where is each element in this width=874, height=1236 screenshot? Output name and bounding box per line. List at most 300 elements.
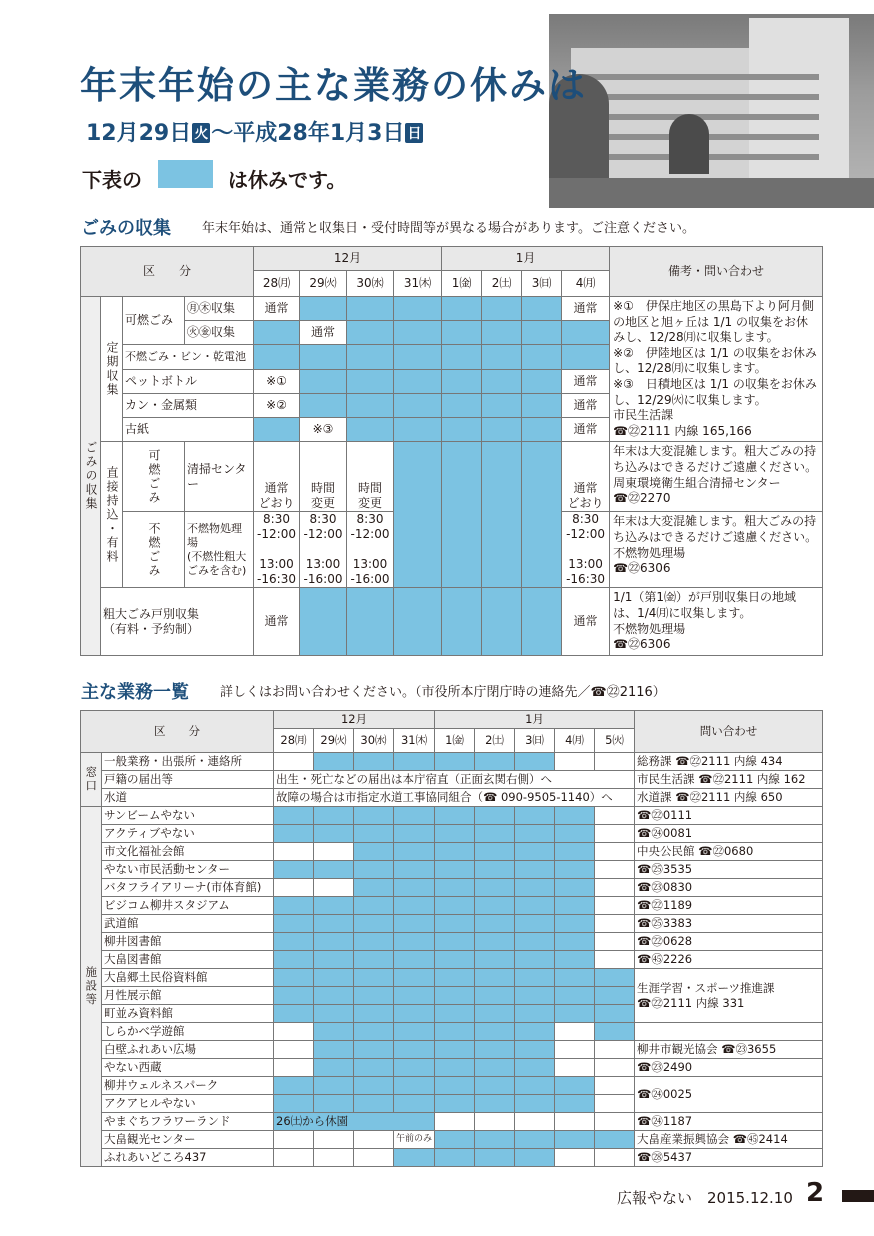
closed-cell — [475, 1005, 515, 1023]
closed-cell — [354, 879, 394, 897]
closed-cell — [394, 1149, 435, 1167]
row-label: バタフライアリーナ(市体育館) — [102, 879, 274, 897]
closed-cell — [555, 1095, 595, 1113]
closed-cell — [435, 897, 475, 915]
open-cell — [595, 1095, 635, 1113]
open-cell — [555, 1059, 595, 1077]
header-month-12: 12月 — [254, 247, 442, 271]
cell-note: ※① — [254, 369, 300, 393]
open-cell — [475, 1113, 515, 1131]
row-label: ふれあいどころ437 — [102, 1149, 274, 1167]
row-label: 大畠図書館 — [102, 951, 274, 969]
closed-cell — [435, 933, 475, 951]
closed-cell — [482, 369, 522, 393]
open-cell — [595, 861, 635, 879]
closed-cell — [274, 825, 314, 843]
closed-cell — [394, 807, 435, 825]
closed-cell — [522, 369, 562, 393]
cell-normal: 通常 — [562, 418, 610, 442]
closed-cell — [435, 879, 475, 897]
closed-cell — [314, 807, 354, 825]
closed-cell — [482, 393, 522, 417]
open-cell — [595, 915, 635, 933]
closed-cell — [435, 807, 475, 825]
closed-cell — [314, 825, 354, 843]
closed-cell — [435, 1041, 475, 1059]
closed-cell — [354, 915, 394, 933]
closed-cell — [515, 807, 555, 825]
open-cell — [274, 1023, 314, 1041]
row-contact: 市民生活課 ☎㉒2111 内線 162 — [635, 771, 823, 789]
open-cell — [314, 1149, 354, 1167]
closed-cell — [347, 588, 394, 655]
closed-cell — [314, 1005, 354, 1023]
closed-cell — [254, 418, 300, 442]
closed-cell — [300, 297, 347, 321]
closed-cell — [394, 369, 442, 393]
closed-cell — [442, 442, 482, 588]
closed-cell — [555, 933, 595, 951]
closed-cell — [274, 951, 314, 969]
closed-cell — [522, 588, 562, 655]
row-label: 大畠観光センター — [102, 1131, 274, 1149]
closed-cell — [475, 843, 515, 861]
row-contact: ☎㉒0628 — [635, 933, 823, 951]
closed-cell — [522, 297, 562, 321]
header-month-1: 1月 — [435, 711, 635, 729]
closed-cell — [475, 987, 515, 1005]
garbage-note: 年末年始は、通常と収集日・受付時間等が異なる場合があります。ご注意ください。 — [202, 221, 695, 236]
closed-cell — [435, 1059, 475, 1077]
open-cell — [274, 1041, 314, 1059]
closed-cell — [515, 1131, 555, 1149]
cell-normal: 通常 どおり — [254, 442, 300, 512]
closed-cell — [354, 987, 394, 1005]
row-contact: ☎㉒0111 — [635, 807, 823, 825]
closed-cell — [555, 843, 595, 861]
closed-cell — [475, 1131, 515, 1149]
row-label: 白壁ふれあい広場 — [102, 1041, 274, 1059]
closed-cell — [562, 321, 610, 345]
row-label: ㊊㊍収集 — [185, 297, 254, 321]
closed-cell — [394, 1059, 435, 1077]
open-cell — [274, 879, 314, 897]
closed-cell — [354, 933, 394, 951]
closed-cell — [394, 1095, 435, 1113]
open-cell — [595, 1149, 635, 1167]
open-cell — [314, 843, 354, 861]
cell-normal: 通常 — [562, 588, 610, 655]
legend-text-before: 下表の — [82, 168, 142, 192]
day-header: 30㈬ — [347, 271, 394, 297]
closed-cell — [300, 369, 347, 393]
row-span-text: 26㈯から休園 — [274, 1113, 435, 1131]
row-label: 不燃ごみ・ビン・乾電池 — [123, 345, 254, 369]
closed-cell — [300, 345, 347, 369]
cell-normal: 通常 — [562, 297, 610, 321]
remarks-teiki: ※① 伊保庄地区の黒島下より阿月側の地区と旭ヶ丘は 1/1 の収集をお休みし、12/28㈪に収集します。 ※② 伊陸地区は 1/1 の収集をお休みし、12/28㈪に収集します。 ※③ 日積地区は 1/1 の収集をお休みし、12/29㈫に収集します。 市民生活課 ☎㉒2111 内線 165,166 — [610, 297, 823, 442]
open-cell — [274, 1131, 314, 1149]
closed-cell — [394, 951, 435, 969]
closed-cell — [314, 1077, 354, 1095]
closed-cell — [555, 1131, 595, 1149]
closed-cell — [354, 807, 394, 825]
closed-cell — [515, 951, 555, 969]
open-cell — [274, 1149, 314, 1167]
closed-cell — [314, 987, 354, 1005]
row-contact: 水道課 ☎㉒2111 内線 650 — [635, 789, 823, 807]
row-label: 一般業務・出張所・連絡所 — [102, 753, 274, 771]
open-cell — [555, 1041, 595, 1059]
business-heading: 主な業務一覧 — [81, 682, 189, 703]
closed-cell — [475, 1023, 515, 1041]
closed-cell — [522, 393, 562, 417]
cell-normal: 通常 — [562, 369, 610, 393]
day-header: 29㈫ — [314, 729, 354, 753]
holiday-period: 12月29日 火 〜平成28年1月3日 日 — [86, 121, 422, 146]
open-cell — [515, 1113, 555, 1131]
closed-cell — [555, 861, 595, 879]
closed-cell — [475, 825, 515, 843]
cell-time: 8:30 -12:00 13:00 -16:30 — [254, 512, 300, 588]
garbage-heading: ごみの収集 — [81, 218, 171, 239]
closed-cell — [595, 1023, 635, 1041]
closed-cell — [354, 1005, 394, 1023]
closed-cell — [274, 897, 314, 915]
closed-cell — [394, 969, 435, 987]
closed-cell — [515, 915, 555, 933]
day-header: 2㈯ — [482, 271, 522, 297]
row-label: カン・金属類 — [123, 393, 254, 417]
closed-cell — [274, 1077, 314, 1095]
closed-cell — [394, 879, 435, 897]
page-title: 年末年始の主な業務の休みは — [80, 64, 587, 107]
open-cell — [274, 753, 314, 771]
closed-cell — [475, 753, 515, 771]
header-kubun: 区 分 — [81, 247, 254, 297]
open-cell — [595, 807, 635, 825]
open-cell — [555, 1149, 595, 1167]
closed-cell — [442, 369, 482, 393]
closed-cell — [475, 807, 515, 825]
closed-cell — [394, 345, 442, 369]
city-hall-photo — [549, 14, 874, 208]
cell-normal: 通常 — [562, 393, 610, 417]
open-cell — [595, 1077, 635, 1095]
closed-cell — [555, 1005, 595, 1023]
row-label: ㊋㊎収集 — [185, 321, 254, 345]
group-shisetsu: 施設等 — [81, 807, 102, 1167]
closed-cell — [347, 369, 394, 393]
closed-cell — [515, 1041, 555, 1059]
cell-note: ※② — [254, 393, 300, 417]
open-cell — [595, 825, 635, 843]
closed-cell — [482, 418, 522, 442]
cell-morning-only: 午前のみ — [394, 1131, 435, 1149]
closed-cell — [475, 897, 515, 915]
row-contact: ☎㉔0081 — [635, 825, 823, 843]
closed-cell — [442, 588, 482, 655]
row-span-text: 故障の場合は市指定水道工事協同組合（☎ 090-9505-1140）へ — [274, 789, 635, 807]
closed-cell — [515, 987, 555, 1005]
closed-cell — [354, 1059, 394, 1077]
closed-cell — [274, 987, 314, 1005]
closed-cell — [475, 951, 515, 969]
closed-cell — [515, 1095, 555, 1113]
closed-cell — [254, 345, 300, 369]
open-cell — [555, 1113, 595, 1131]
row-label: 柳井ウェルネスパーク — [102, 1077, 274, 1095]
row-contact: ☎㊺2226 — [635, 951, 823, 969]
business-note: 詳しくはお問い合わせください。（市役所本庁閉庁時の連絡先／☎㉒2116） — [220, 685, 666, 700]
row-contact: ☎㉒1189 — [635, 897, 823, 915]
legend-text-after: は休みです。 — [228, 168, 347, 192]
closed-cell — [435, 1131, 475, 1149]
row-label: ビジコム柳井スタジアム — [102, 897, 274, 915]
closed-cell — [314, 1023, 354, 1041]
closed-cell — [435, 1023, 475, 1041]
closed-cell — [314, 933, 354, 951]
day-header: 1㈮ — [442, 271, 482, 297]
closed-cell — [274, 861, 314, 879]
day-header: 29㈫ — [300, 271, 347, 297]
row-label: アクアヒルやない — [102, 1095, 274, 1113]
legend-closed-swatch — [158, 160, 213, 188]
closed-cell — [394, 321, 442, 345]
closed-cell — [442, 297, 482, 321]
closed-cell — [595, 1131, 635, 1149]
row-label: 粗大ごみ戸別収集 （有料・予約制） — [101, 588, 254, 655]
closed-cell — [482, 588, 522, 655]
closed-cell — [562, 345, 610, 369]
closed-cell — [394, 393, 442, 417]
closed-cell — [515, 897, 555, 915]
closed-cell — [475, 969, 515, 987]
remarks-funen: 年末は大変混雑します。粗大ごみの持ち込みはできるだけご遠慮ください。 不燃物処理場 ☎㉒6306 — [610, 512, 823, 588]
closed-cell — [555, 1077, 595, 1095]
cell-normal: 通常 どおり — [562, 442, 610, 512]
closed-cell — [314, 1095, 354, 1113]
row-contact: 大畠産業振興協会 ☎㊺2414 — [635, 1131, 823, 1149]
row-label: 市文化福祉会館 — [102, 843, 274, 861]
closed-cell — [354, 969, 394, 987]
closed-cell — [347, 321, 394, 345]
closed-cell — [555, 897, 595, 915]
closed-cell — [314, 915, 354, 933]
day-header: 4㈪ — [562, 271, 610, 297]
closed-cell — [274, 1095, 314, 1113]
open-cell — [314, 1131, 354, 1149]
day-header: 31㈭ — [394, 729, 435, 753]
row-label: 月性展示館 — [102, 987, 274, 1005]
closed-cell — [442, 418, 482, 442]
closed-cell — [354, 1077, 394, 1095]
row-label: 町並み資料館 — [102, 1005, 274, 1023]
closed-cell — [274, 807, 314, 825]
publication-footer: 広報やない 2015.12.10 — [617, 1189, 793, 1207]
day-header: 28㈪ — [254, 271, 300, 297]
closed-cell — [347, 393, 394, 417]
row-label: サンビームやない — [102, 807, 274, 825]
row-contact: ☎㉕3383 — [635, 915, 823, 933]
closed-cell — [394, 861, 435, 879]
closed-cell — [482, 321, 522, 345]
day-header: 2㈯ — [475, 729, 515, 753]
closed-cell — [394, 1023, 435, 1041]
row-contact — [635, 1023, 823, 1041]
closed-cell — [482, 297, 522, 321]
closed-cell — [314, 897, 354, 915]
header-month-1: 1月 — [442, 247, 610, 271]
closed-cell — [555, 825, 595, 843]
closed-cell — [314, 861, 354, 879]
day-header: 28㈪ — [274, 729, 314, 753]
closed-cell — [475, 1041, 515, 1059]
business-table — [80, 710, 823, 1167]
header-month-12: 12月 — [274, 711, 435, 729]
closed-cell — [394, 442, 442, 588]
closed-cell — [394, 1041, 435, 1059]
closed-cell — [300, 588, 347, 655]
closed-cell — [555, 915, 595, 933]
closed-cell — [435, 825, 475, 843]
open-cell — [595, 843, 635, 861]
closed-cell — [354, 951, 394, 969]
closed-cell — [515, 1077, 555, 1095]
closed-cell — [555, 879, 595, 897]
row-label: 柳井図書館 — [102, 933, 274, 951]
open-cell — [274, 843, 314, 861]
closed-cell — [347, 418, 394, 442]
open-cell — [314, 879, 354, 897]
closed-cell — [394, 933, 435, 951]
closed-cell — [515, 969, 555, 987]
row-contact: 生涯学習・スポーツ推進課 ☎㉒2111 内線 331 — [635, 969, 823, 1023]
header-contact: 問い合わせ — [635, 711, 823, 753]
closed-cell — [435, 1095, 475, 1113]
row-label: 不燃物処理場 (不燃性粗大ごみを含む) — [185, 512, 254, 588]
closed-cell — [442, 345, 482, 369]
row-contact: ☎㉔1187 — [635, 1113, 823, 1131]
row-contact: 総務課 ☎㉒2111 内線 434 — [635, 753, 823, 771]
closed-cell — [475, 1059, 515, 1077]
closed-cell — [394, 825, 435, 843]
header-kubun: 区 分 — [81, 711, 274, 753]
closed-cell — [515, 753, 555, 771]
cell-note: ※③ — [300, 418, 347, 442]
cell-time: 8:30 -12:00 13:00 -16:30 — [562, 512, 610, 588]
cell-time: 8:30 -12:00 13:00 -16:00 — [347, 512, 394, 588]
row-contact: 中央公民館 ☎㉒0680 — [635, 843, 823, 861]
row-contact: ☎㉓0830 — [635, 879, 823, 897]
label-kanen: 可燃ごみ — [123, 297, 185, 345]
closed-cell — [475, 933, 515, 951]
closed-cell — [482, 345, 522, 369]
closed-cell — [475, 861, 515, 879]
closed-cell — [274, 1005, 314, 1023]
label-kanen2: 可燃ごみ — [123, 442, 185, 512]
remarks-sodai: 1/1（第1㈮）が戸別収集日の地域は、1/4㈪に収集します。 不燃物処理場 ☎㉒6306 — [610, 588, 823, 655]
closed-cell — [475, 1095, 515, 1113]
group-garbage: ごみの収集 — [81, 297, 101, 656]
closed-cell — [555, 951, 595, 969]
open-cell — [595, 879, 635, 897]
row-label: やない西蔵 — [102, 1059, 274, 1077]
label-funen: 不燃ごみ — [123, 512, 185, 588]
row-label: しらかべ学遊館 — [102, 1023, 274, 1041]
closed-cell — [555, 807, 595, 825]
row-label: やない市民活動センター — [102, 861, 274, 879]
closed-cell — [354, 753, 394, 771]
closed-cell — [515, 1023, 555, 1041]
closed-cell — [475, 1077, 515, 1095]
closed-cell — [435, 969, 475, 987]
closed-cell — [522, 442, 562, 588]
closed-cell — [300, 393, 347, 417]
closed-cell — [394, 1005, 435, 1023]
closed-cell — [354, 843, 394, 861]
closed-cell — [314, 969, 354, 987]
closed-cell — [435, 753, 475, 771]
closed-cell — [482, 442, 522, 588]
closed-cell — [442, 321, 482, 345]
page-bar — [842, 1190, 874, 1202]
closed-cell — [475, 915, 515, 933]
closed-cell — [522, 345, 562, 369]
closed-cell — [314, 1041, 354, 1059]
row-contact: ☎㉕3535 — [635, 861, 823, 879]
row-label: アクティブやない — [102, 825, 274, 843]
open-cell — [595, 1041, 635, 1059]
row-label: やまぐちフラワーランド — [102, 1113, 274, 1131]
closed-cell — [394, 843, 435, 861]
closed-cell — [394, 297, 442, 321]
closed-cell — [354, 1041, 394, 1059]
header-remarks: 備考・問い合わせ — [610, 247, 823, 297]
closed-cell — [435, 987, 475, 1005]
closed-cell — [354, 825, 394, 843]
closed-cell — [354, 897, 394, 915]
closed-cell — [475, 879, 515, 897]
day-header: 1㈮ — [435, 729, 475, 753]
closed-cell — [394, 753, 435, 771]
row-label: 古紙 — [123, 418, 254, 442]
closed-cell — [522, 321, 562, 345]
group-madoguchi: 窓口 — [81, 753, 102, 807]
remarks-seisou: 年末は大変混雑します。粗大ごみの持ち込みはできるだけご遠慮ください。 周東環境衛生組合清掃センター ☎㉒2270 — [610, 442, 823, 512]
closed-cell — [435, 1005, 475, 1023]
closed-cell — [274, 915, 314, 933]
closed-cell — [515, 1059, 555, 1077]
open-cell — [435, 1113, 475, 1131]
open-cell — [595, 933, 635, 951]
open-cell — [555, 1023, 595, 1041]
closed-cell — [515, 843, 555, 861]
closed-cell — [435, 1149, 475, 1167]
closed-cell — [595, 987, 635, 1005]
closed-cell — [435, 861, 475, 879]
row-label: 清掃センター — [185, 442, 254, 512]
closed-cell — [515, 1005, 555, 1023]
closed-cell — [347, 297, 394, 321]
day-header: 4㈪ — [555, 729, 595, 753]
closed-cell — [354, 1023, 394, 1041]
cell-time-change: 時間 変更 — [300, 442, 347, 512]
closed-cell — [354, 1095, 394, 1113]
closed-cell — [394, 588, 442, 655]
closed-cell — [522, 418, 562, 442]
cell-normal: 通常 — [254, 297, 300, 321]
